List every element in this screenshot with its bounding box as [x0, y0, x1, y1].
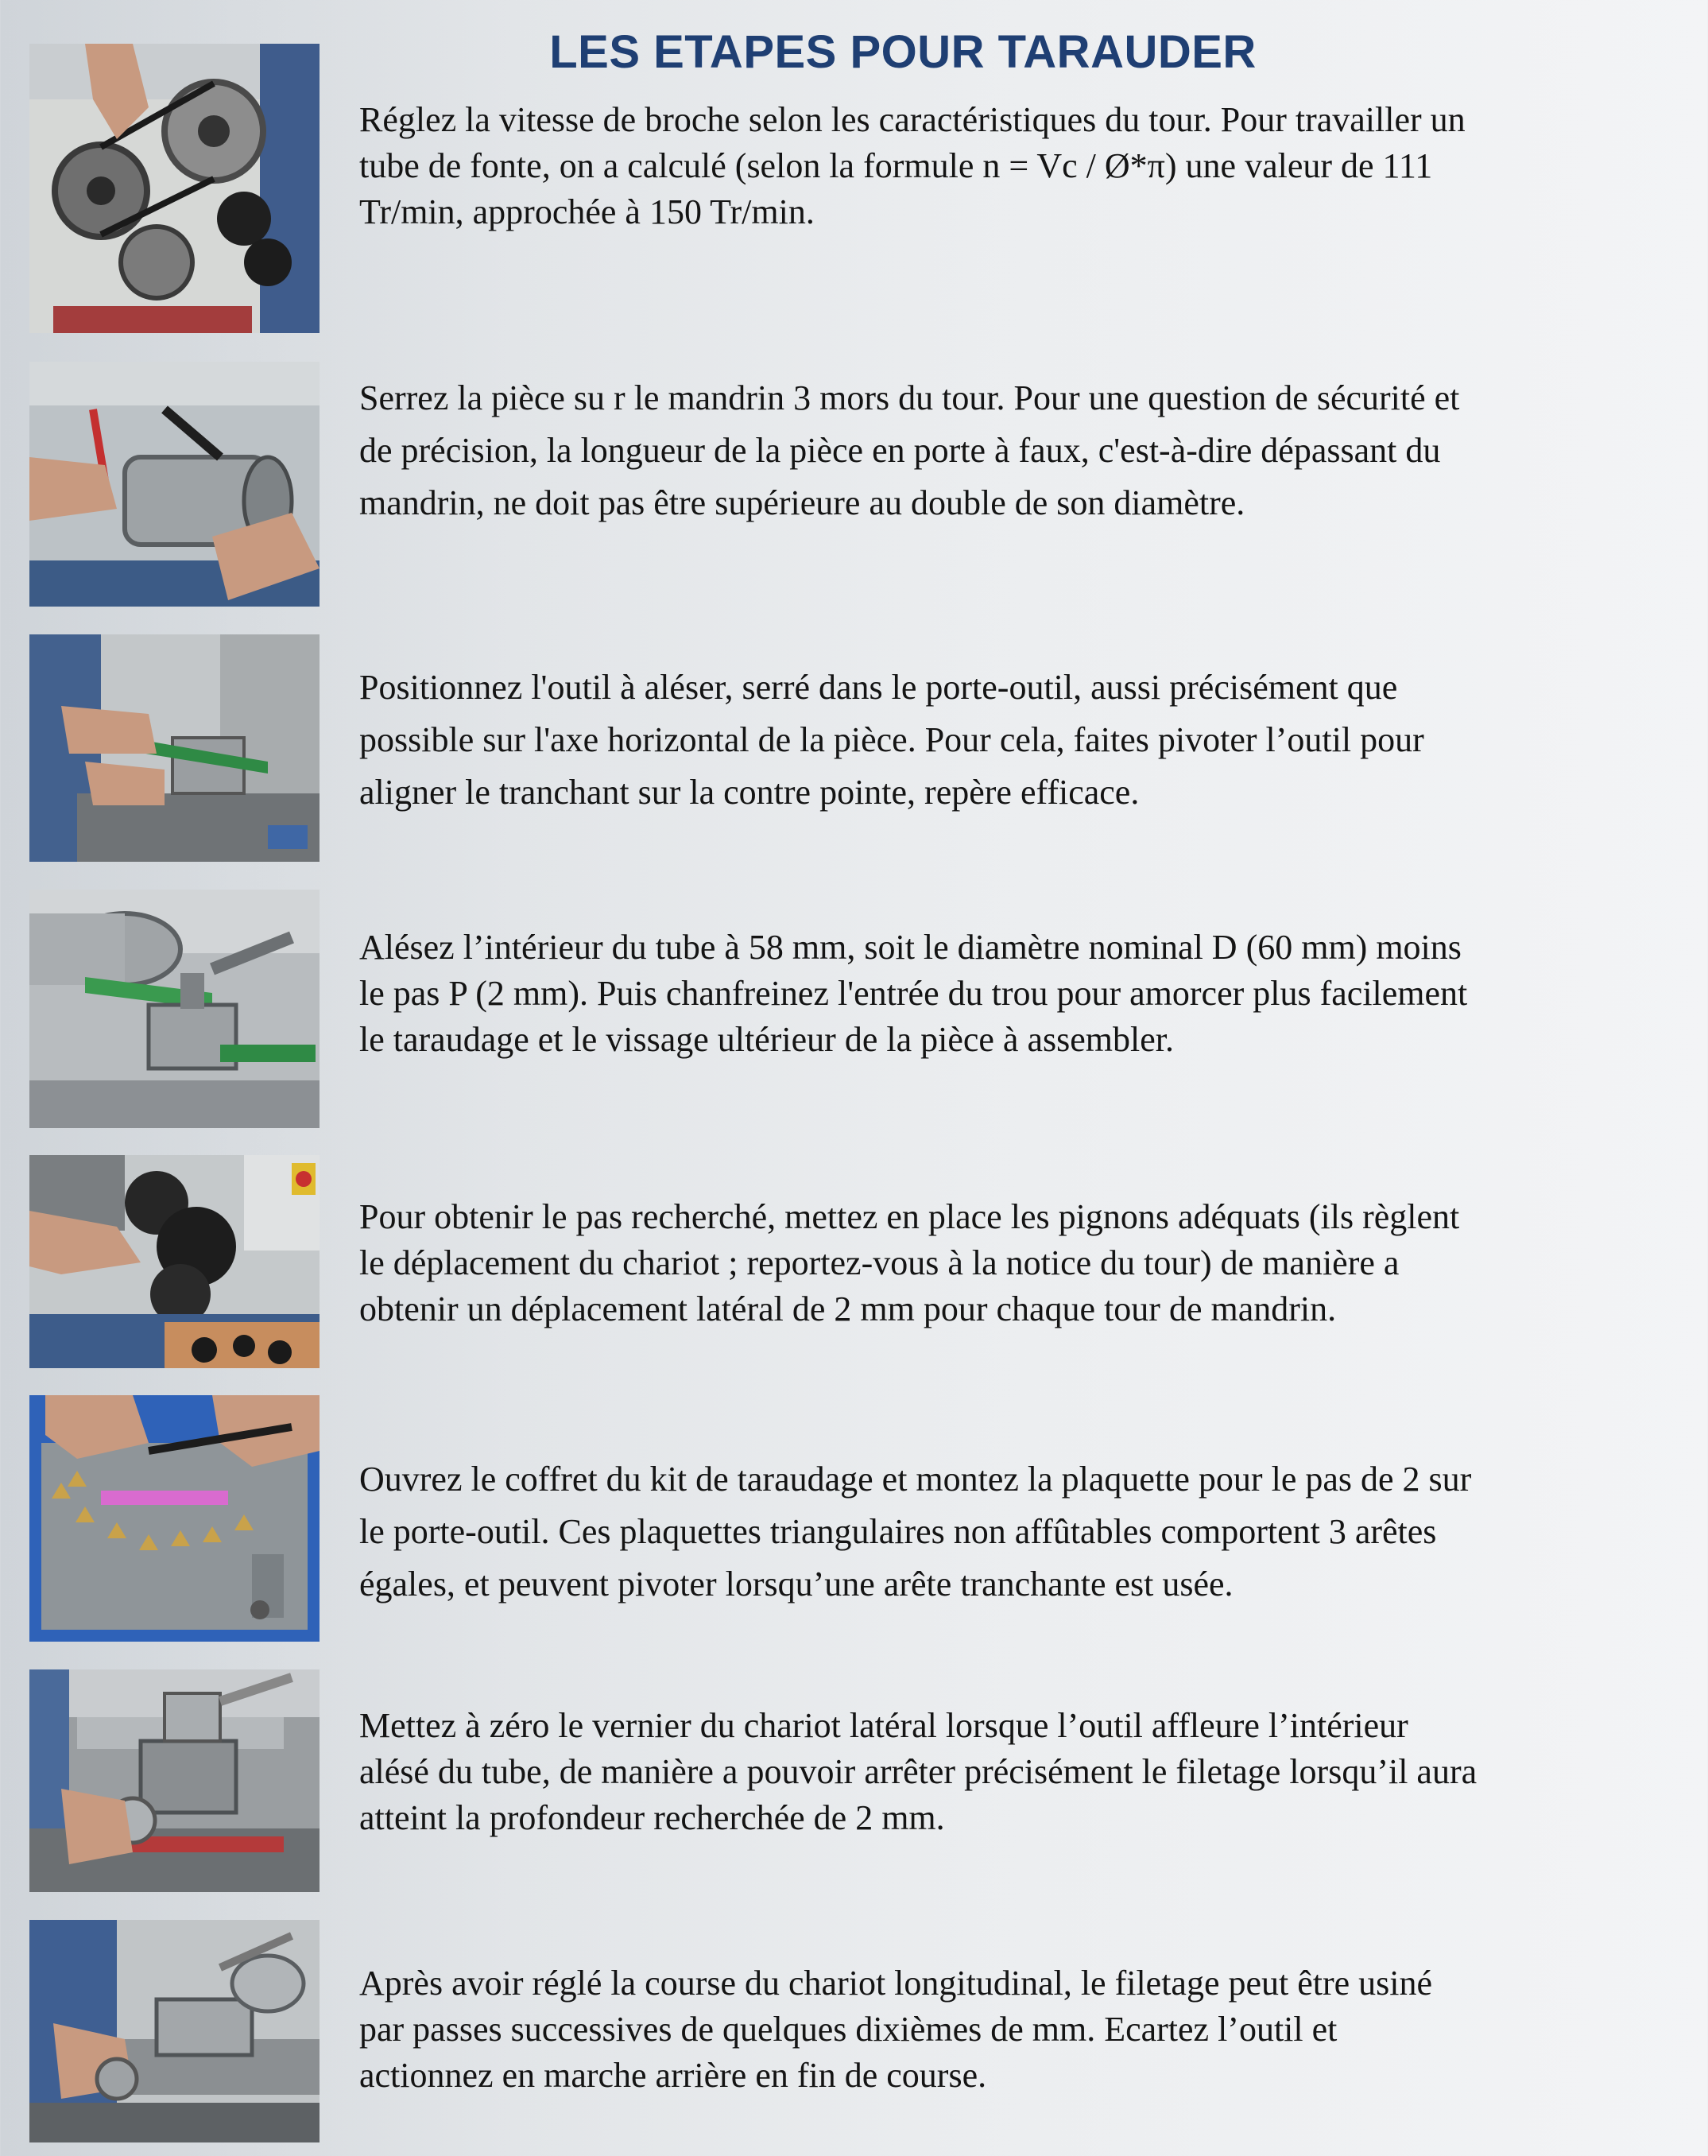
lathe-gear-pulleys-photo	[29, 44, 320, 333]
boring-tool-positioning-photo	[29, 634, 320, 862]
step-1-text: Réglez la vitesse de broche selon les caractéristiques du tour. Pour travailler un tube de fonte, on a calculé (selon la formule n = Vc / Ø*π) une valeur de 111 Tr/min, approchée à 150 Tr/min.	[359, 100, 1466, 231]
step-6-text: Ouvrez le coffret du kit de taraudage et montez la plaquette pour le pas de 2 sur le porte-outil. Ces plaquettes triangulaires non affûtables comportent 3 arêtes égales, et peuvent pivoter lorsqu’une arête tranchante est usée.	[359, 1460, 1472, 1603]
thread-cutting-passes-photo	[29, 1920, 320, 2142]
step-3-text: Positionnez l'outil à aléser, serré dans le porte-outil, aussi précisément que possible sur l'axe horizontal de la pièce. Pour cela, faites pivoter l’outil pour aligner le tranchant sur la contre pointe, repère efficace.	[359, 668, 1424, 812]
boring-tube-photo	[29, 890, 320, 1128]
step-8-text: Après avoir réglé la course du chariot longitudinal, le filetage peut être usiné par passes successives de quelques dixièmes de mm. Ecartez l’outil et actionnez en marche arrière en fin de course.	[359, 1964, 1433, 2095]
threading-kit-case-photo	[29, 1395, 320, 1642]
step-4-text: Alésez l’intérieur du tube à 58 mm, soit le diamètre nominal D (60 mm) moins le pas P (2 mm). Puis chanfreinez l'entrée du trou pour amorcer plus facilement le taraudage et le vissage ultérieur de la pièce à assembler.	[359, 928, 1468, 1059]
cross-slide-vernier-photo	[29, 1669, 320, 1892]
page-title: LES ETAPES POUR TARAUDER	[549, 26, 1257, 78]
change-gears-photo	[29, 1155, 320, 1368]
step-7-text: Mettez à zéro le vernier du chariot latéral lorsque l’outil affleure l’intérieur alésé du tube, de manière a pouvoir arrêter précisément le filetage lorsqu’il aura atteint la profondeur recherchée de 2 mm.	[359, 1706, 1478, 1837]
step-2-text: Serrez la pièce su r le mandrin 3 mors du tour. Pour une question de sécurité et de précision, la longueur de la pièce en porte à faux, c'est-à-dire dépassant du mandrin, ne doit pas être supérieure au double de son diamètre.	[359, 378, 1460, 522]
step-5-text: Pour obtenir le pas recherché, mettez en place les pignons adéquats (ils règlent le déplacement du chariot ; reportez-vous à la notice du tour) de manière a obtenir un déplacement latéral de 2 mm pour chaque tour de mandrin.	[359, 1197, 1460, 1328]
chuck-clamping-photo	[29, 362, 320, 607]
